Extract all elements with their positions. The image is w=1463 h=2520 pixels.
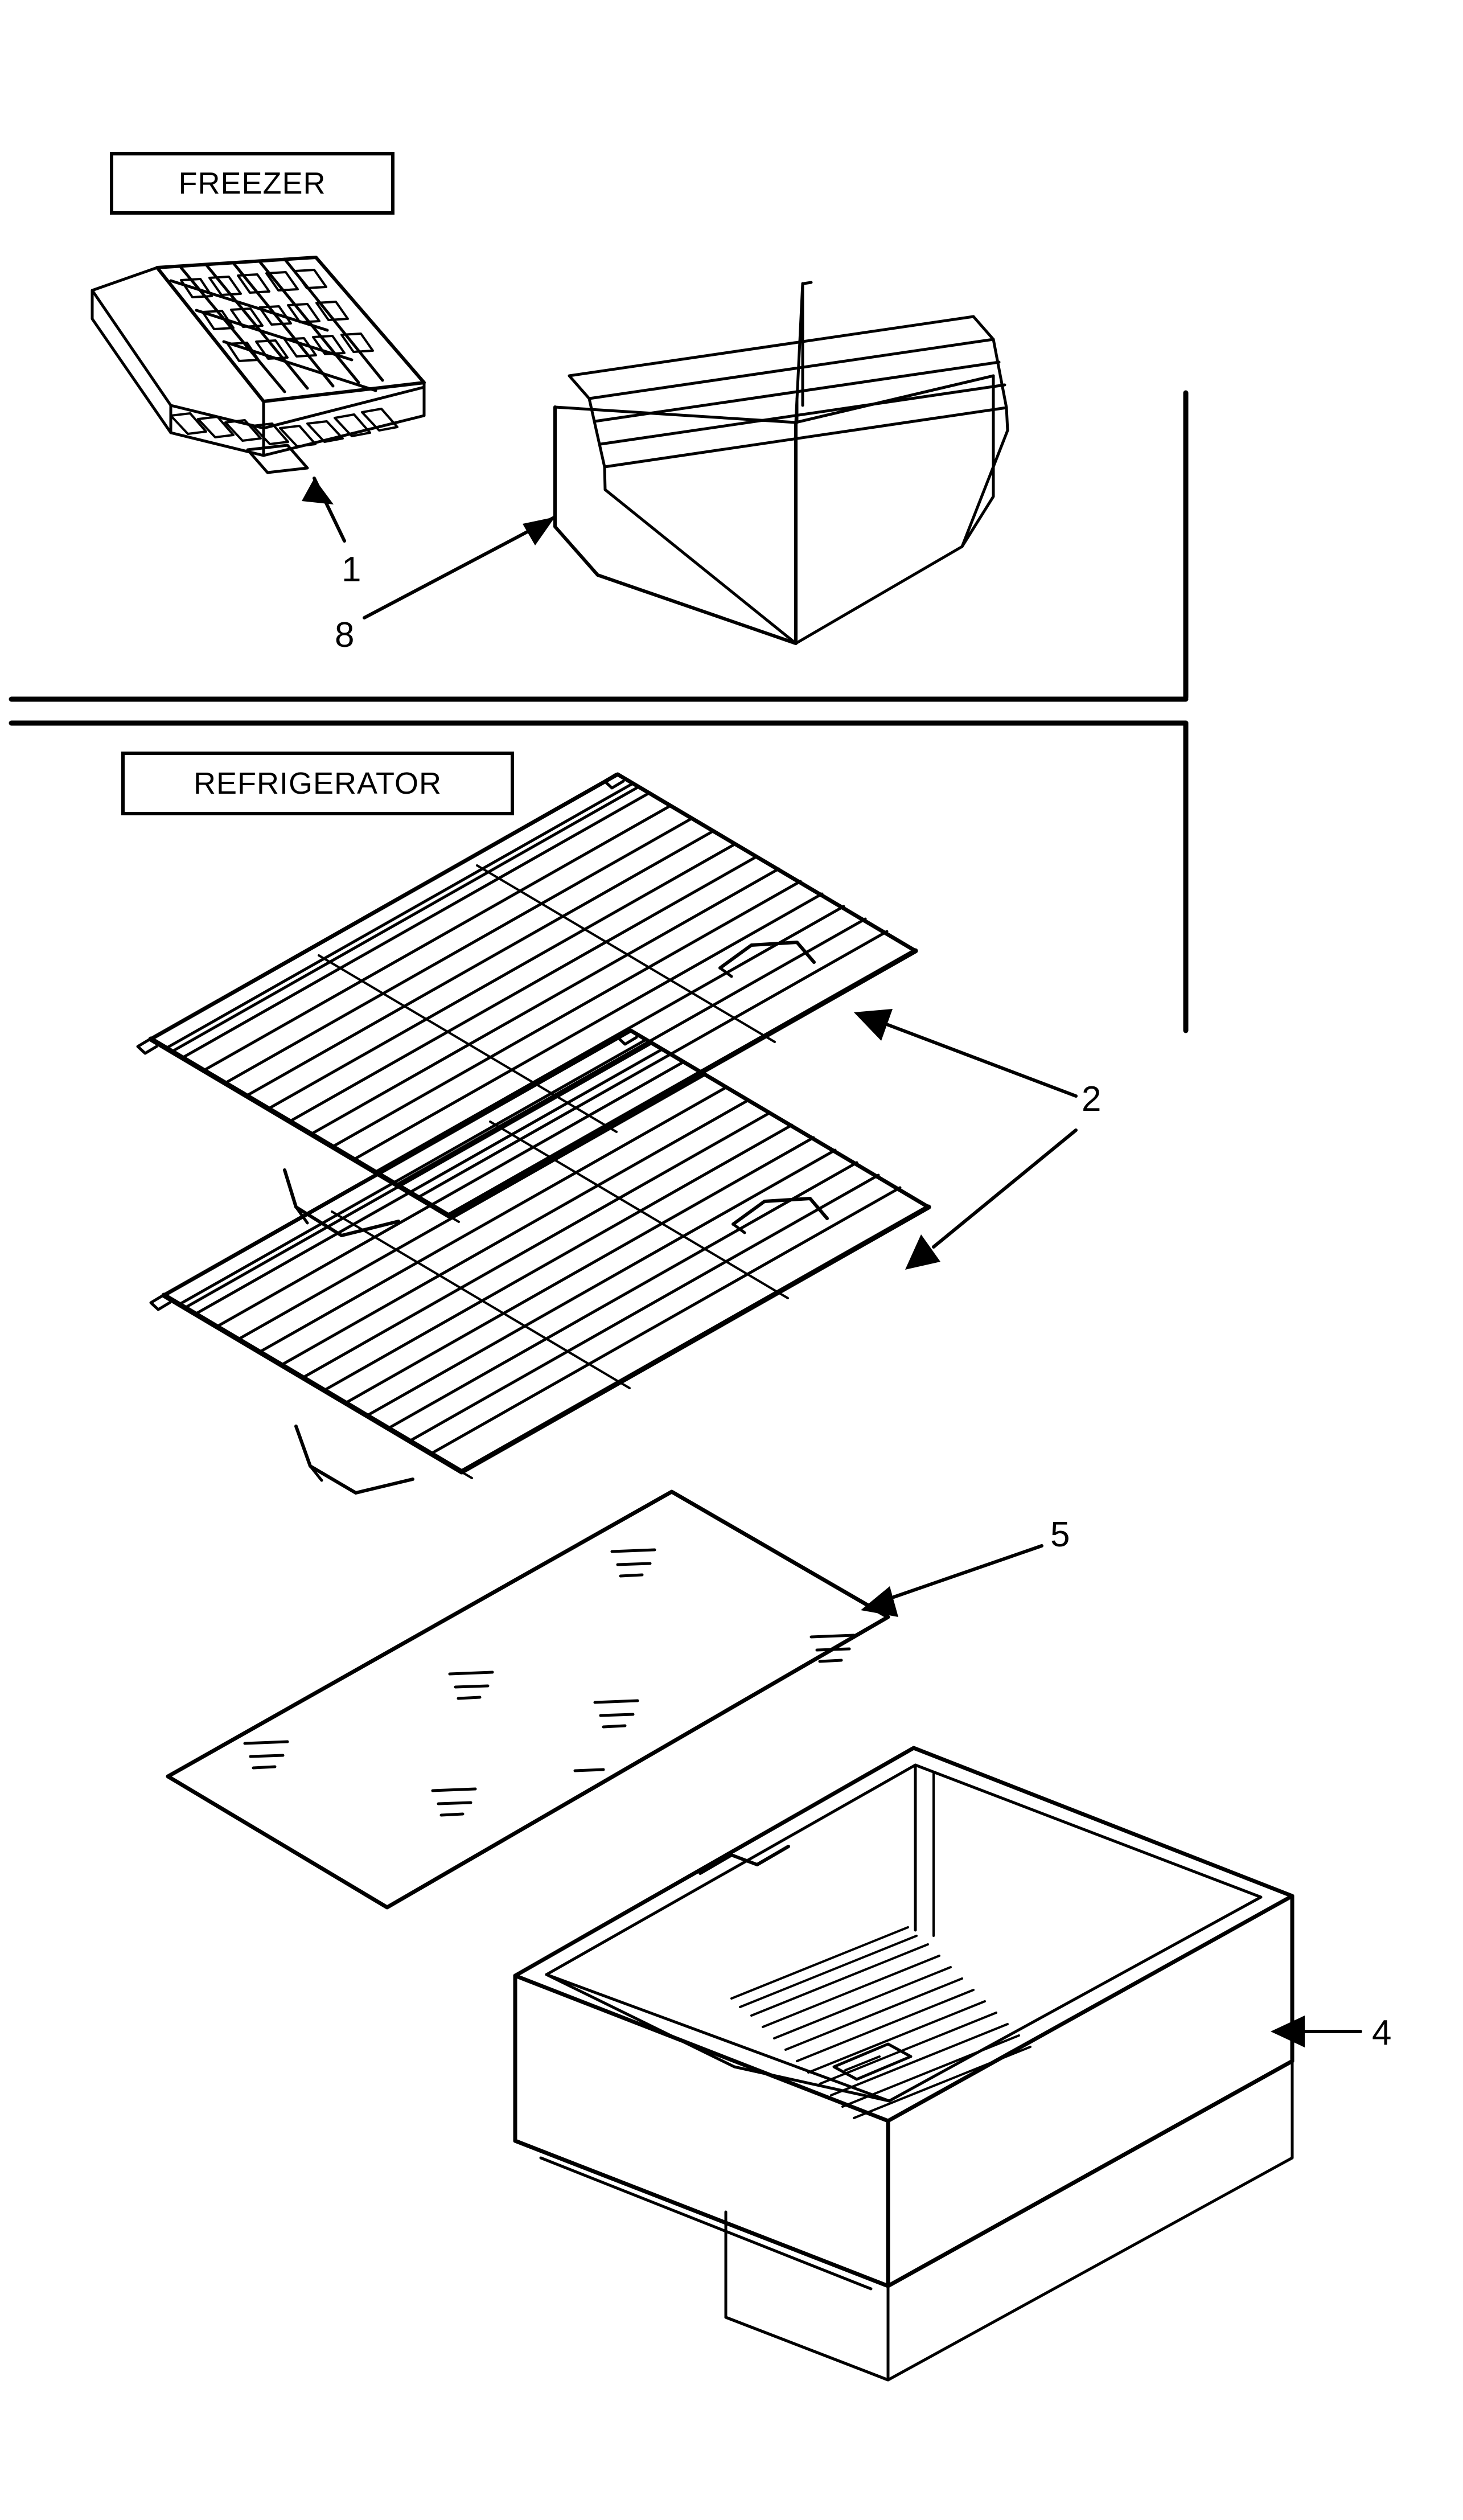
section-label-refrigerator <box>121 752 514 815</box>
wire-shelf-upper-art <box>138 774 915 1236</box>
callout-number-2: 2 <box>1082 1080 1102 1119</box>
glass-shelf-insert-art <box>168 1492 888 1907</box>
callout-number-4: 4 <box>1372 2013 1392 2053</box>
section-divider-lines <box>11 393 1186 1031</box>
freezer-wire-shelf-art <box>555 282 1008 643</box>
crisper-drawer-art <box>515 1748 1292 2380</box>
callout-2-leader-lower <box>905 1130 1076 1270</box>
callout-number-5: 5 <box>1050 1515 1070 1554</box>
callout-number-1: 1 <box>342 550 361 589</box>
callout-8-leader <box>364 517 555 618</box>
wire-shelf-lower-art <box>151 1031 928 1493</box>
callout-1-leader <box>302 478 344 541</box>
callout-5-leader <box>861 1546 1042 1617</box>
callout-2-leader-upper <box>854 1009 1076 1096</box>
ice-cube-tray-art <box>92 257 424 473</box>
refrigerator-label-text: REFRIGERATOR <box>193 766 442 801</box>
section-label-freezer <box>110 152 394 215</box>
callout-number-8: 8 <box>335 615 355 655</box>
freezer-label-text: FREEZER <box>178 166 326 200</box>
callout-4-leader <box>1271 2016 1361 2047</box>
